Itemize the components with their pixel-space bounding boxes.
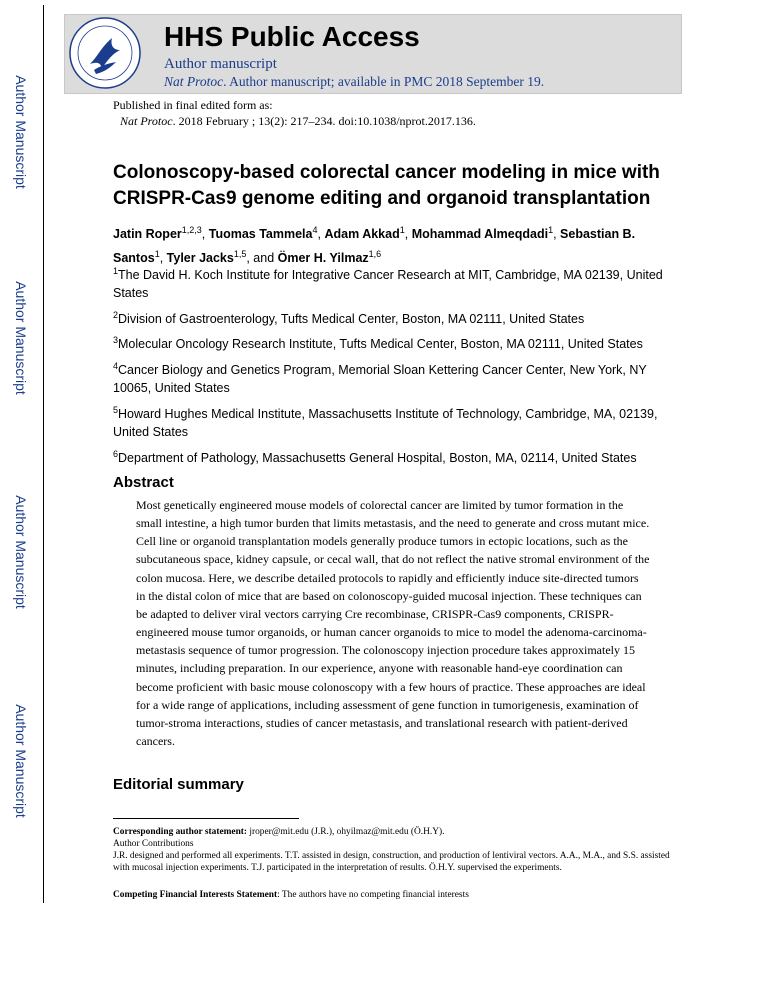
author-separator: , [201, 227, 209, 242]
affiliation-number: 1 [113, 266, 119, 276]
sidebar [0, 0, 44, 994]
author-name: Tyler Jacks [166, 250, 234, 265]
author-affiliation-marker: 1,5 [233, 248, 247, 259]
author-separator: , [553, 227, 561, 242]
author-affiliation-marker: 1,2,3 [181, 225, 202, 235]
editorial-summary-heading: Editorial summary [113, 776, 244, 793]
affiliation-text: Division of Gastroenterology, Tufts Medical Center, Boston, MA 02111, United States [118, 312, 585, 327]
sidebar-label: Author Manuscript [13, 495, 29, 609]
author-name: Sebastian B. Santos [113, 227, 636, 265]
article-title: Colonoscopy-based colorectal cancer modeling in mice with CRISPR-Cas9 genome editing and organoid transplantation [113, 162, 660, 209]
author-affiliation-marker: 1,6 [368, 248, 382, 259]
author-separator: , [317, 227, 325, 242]
availability-text: . Author manuscript; available in PMC 2018 September 19. [223, 74, 545, 89]
hhs-eagle-seal-icon [68, 16, 142, 90]
author-affiliation-marker: 1 [399, 225, 405, 235]
sidebar-label: Author Manuscript [13, 281, 29, 395]
affiliation-number: 4 [113, 361, 119, 371]
footnote-divider [113, 818, 299, 819]
header-title: HHS Public Access [164, 21, 420, 52]
author-affiliation-marker: 1 [154, 248, 160, 259]
sidebar-label: Author Manuscript [13, 75, 29, 189]
competing-text: : The authors have no competing financial interests [277, 890, 469, 900]
author-affiliation-marker: 1 [548, 225, 554, 235]
published-label: Published in final edited form as: [113, 98, 273, 112]
affiliation-number: 6 [113, 449, 119, 459]
header-subtitle: Author manuscript [164, 56, 277, 72]
author-name: Tuomas Tammela [208, 227, 313, 242]
author-separator: , [159, 250, 167, 265]
competing-label: Competing Financial Interests Statement [113, 890, 278, 900]
corresponding-emails: jroper@mit.edu (J.R.), ohyilmaz@mit.edu (Ö.H.Y). [247, 827, 445, 837]
affiliation-text: Department of Pathology, Massachusetts General Hospital, Boston, MA, 02114, United States [118, 451, 637, 466]
affiliation-item [113, 331, 673, 353]
author-affiliation-marker: 4 [312, 225, 318, 235]
affiliation-text: Howard Hughes Medical Institute, Massachusetts Institute of Technology, Cambridge, MA, 02139, United States [113, 407, 658, 440]
affiliation-item [113, 262, 673, 302]
author-name: Jatin Roper [113, 227, 182, 242]
affiliation-number: 5 [113, 405, 119, 415]
author-name: Ömer H. Yilmaz [277, 250, 369, 265]
affiliation-text: The David H. Koch Institute for Integrative Cancer Research at MIT, Cambridge, MA 02139, United States [113, 268, 663, 301]
affiliation-number: 3 [113, 335, 119, 345]
citation-text: . 2018 February ; 13(2): 217–234. doi:10.1038/nprot.2017.136. [172, 114, 476, 128]
affiliation-text: Cancer Biology and Genetics Program, Memorial Sloan Kettering Cancer Center, New York, NY 10065, United States [113, 363, 647, 396]
abstract-text: Most genetically engineered mouse models of colorectal cancer are limited by tumor formation in the small intestine, a high tumor burden that limits metastasis, and the need to generate and cross mutant mice. Cell line or organoid transplantation models generally produce tumors in ectopic locations, such as the subcutaneous space, kidney capsule, or cecal wall, that do not reflect the native stromal environment of the colon mucosa. Here, we describe detailed protocols to rapidly and efficiently induce site-directed tumors in the distal colon of mice that are based on colonoscopy-guided mucosal injection. These techniques can be adapted to deliver viral vectors carrying Cre recombinase, CRISPR-Cas9 components, CRISPR-engineered mouse tumor organoids, or human cancer organoids to mice to model the adenoma-carcinoma-metastasis sequence of tumor progression. The colonoscopy injection procedure takes approximately 15 minutes, including preparation. In our experience, anyone with reasonable hand-eye coordination can become proficient with basic mouse colonoscopy with a few hours of practice. These approaches are ideal for a wide range of applications, including assessment of gene function in tumorigenesis, examination of tumor-stroma interactions, studies of cancer metastasis, and translational research with patient-derived cancers. [136, 498, 650, 749]
author-separator: , [404, 227, 412, 242]
contributions-heading: Author Contributions [113, 839, 194, 849]
author-name: Adam Akkad [324, 227, 400, 242]
header-availability [164, 74, 544, 90]
competing-interests-note [113, 890, 673, 902]
affiliation-item [113, 306, 673, 328]
corresponding-author-note [113, 827, 673, 839]
affiliation-item [113, 445, 673, 467]
affiliation-text: Molecular Oncology Research Institute, Tufts Medical Center, Boston, MA 02111, United States [118, 337, 643, 352]
abstract-heading: Abstract [113, 474, 174, 491]
affiliation-number: 2 [113, 310, 119, 320]
journal-name: Nat Protoc [164, 74, 224, 89]
published-citation [120, 114, 476, 129]
sidebar-divider [43, 5, 44, 903]
corresponding-label: Corresponding author statement: [113, 827, 248, 837]
affiliation-item [113, 401, 673, 441]
journal-name: Nat Protoc [120, 114, 173, 128]
affiliation-item [113, 357, 673, 397]
author-separator: , and [246, 250, 278, 265]
sidebar-label: Author Manuscript [13, 704, 29, 818]
contributions-text: J.R. designed and performed all experiments. T.T. assisted in design, construction, and production of lentiviral vectors. A.A., M.A., and S.S. assisted with mucosal injection experiments. T.J. participated in the interpretation of results. Ö.H.Y. supervised the experiments. [113, 851, 670, 873]
author-name: Mohammad Almeqdadi [411, 227, 549, 242]
